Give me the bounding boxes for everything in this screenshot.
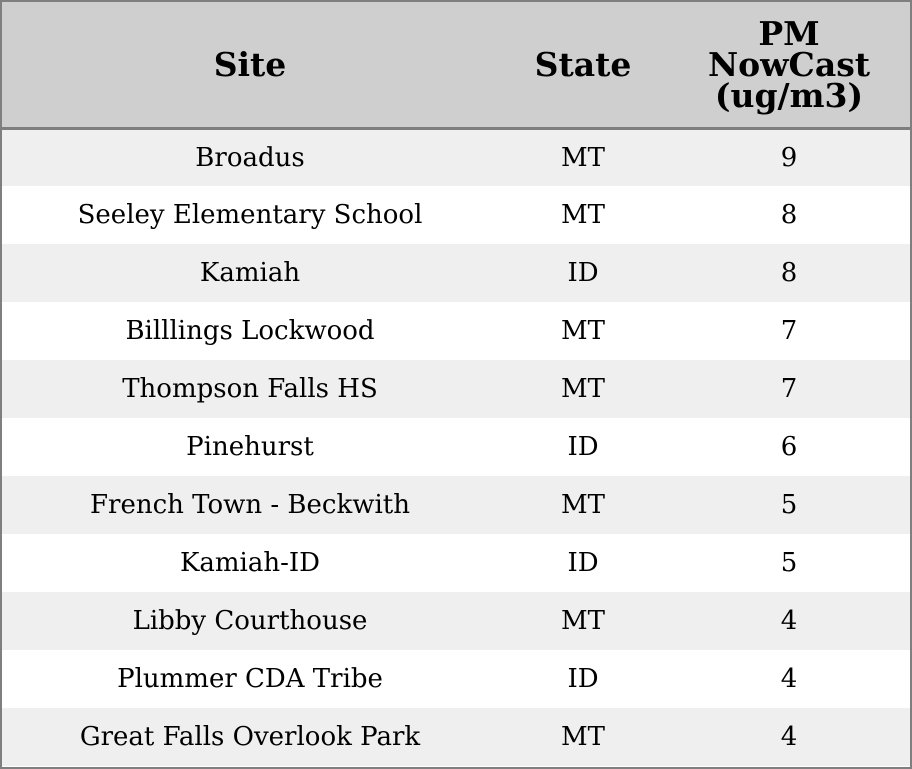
table-row <box>2 650 910 708</box>
cell-state: ID <box>567 258 599 288</box>
cell-pm-value: 5 <box>780 490 798 520</box>
table-row <box>2 418 910 476</box>
table-row <box>2 708 910 766</box>
cell-site: Thompson Falls HS <box>122 374 378 404</box>
cell-site: Pinehurst <box>186 432 314 462</box>
header-pm-line-2: NowCast <box>707 44 871 84</box>
cell-state: MT <box>561 606 605 636</box>
cell-site: Billlings Lockwood <box>125 316 375 346</box>
header-pm-line-3: (ug/m3) <box>714 75 864 115</box>
cell-site: Plummer CDA Tribe <box>117 664 383 694</box>
cell-site: Libby Courthouse <box>132 606 368 636</box>
table-row <box>2 244 910 302</box>
cell-site: Kamiah <box>199 258 301 288</box>
cell-pm-value: 5 <box>780 548 798 578</box>
cell-pm-value: 4 <box>780 606 798 636</box>
header-pm-line-1: PM <box>758 13 820 53</box>
cell-pm-value: 9 <box>780 142 798 173</box>
cell-pm-value: 4 <box>780 664 798 694</box>
table-row <box>2 360 910 418</box>
cell-state: ID <box>567 664 599 694</box>
cell-state: MT <box>561 200 605 230</box>
table-row <box>2 592 910 650</box>
cell-site: Broadus <box>195 142 305 173</box>
cell-pm-value: 8 <box>780 200 798 230</box>
cell-state: MT <box>561 142 605 173</box>
header-state: State <box>498 2 668 128</box>
cell-pm-value: 8 <box>780 258 798 288</box>
cell-site: French Town - Beckwith <box>89 490 411 520</box>
cell-site: Great Falls Overlook Park <box>79 722 421 752</box>
cell-state: MT <box>561 316 605 346</box>
cell-state: ID <box>567 548 599 578</box>
cell-pm-value: 7 <box>780 316 798 346</box>
table-header-row <box>2 2 910 128</box>
cell-site: Seeley Elementary School <box>77 200 423 230</box>
cell-state: MT <box>561 374 605 404</box>
table-row <box>2 186 910 244</box>
header-pm-nowcast <box>668 2 910 128</box>
cell-state: MT <box>561 490 605 520</box>
header-site: Site <box>2 2 498 128</box>
table-row <box>2 476 910 534</box>
table-row <box>2 534 910 592</box>
cell-pm-value: 6 <box>780 432 798 462</box>
table-row <box>2 302 910 360</box>
cell-state: MT <box>561 722 605 752</box>
cell-pm-value: 7 <box>780 374 798 404</box>
table-row <box>2 128 910 186</box>
cell-pm-value: 4 <box>780 722 798 752</box>
cell-state: ID <box>567 432 599 462</box>
table-body <box>2 128 910 766</box>
pm-nowcast-table <box>2 2 910 766</box>
cell-site: Kamiah-ID <box>179 548 321 578</box>
